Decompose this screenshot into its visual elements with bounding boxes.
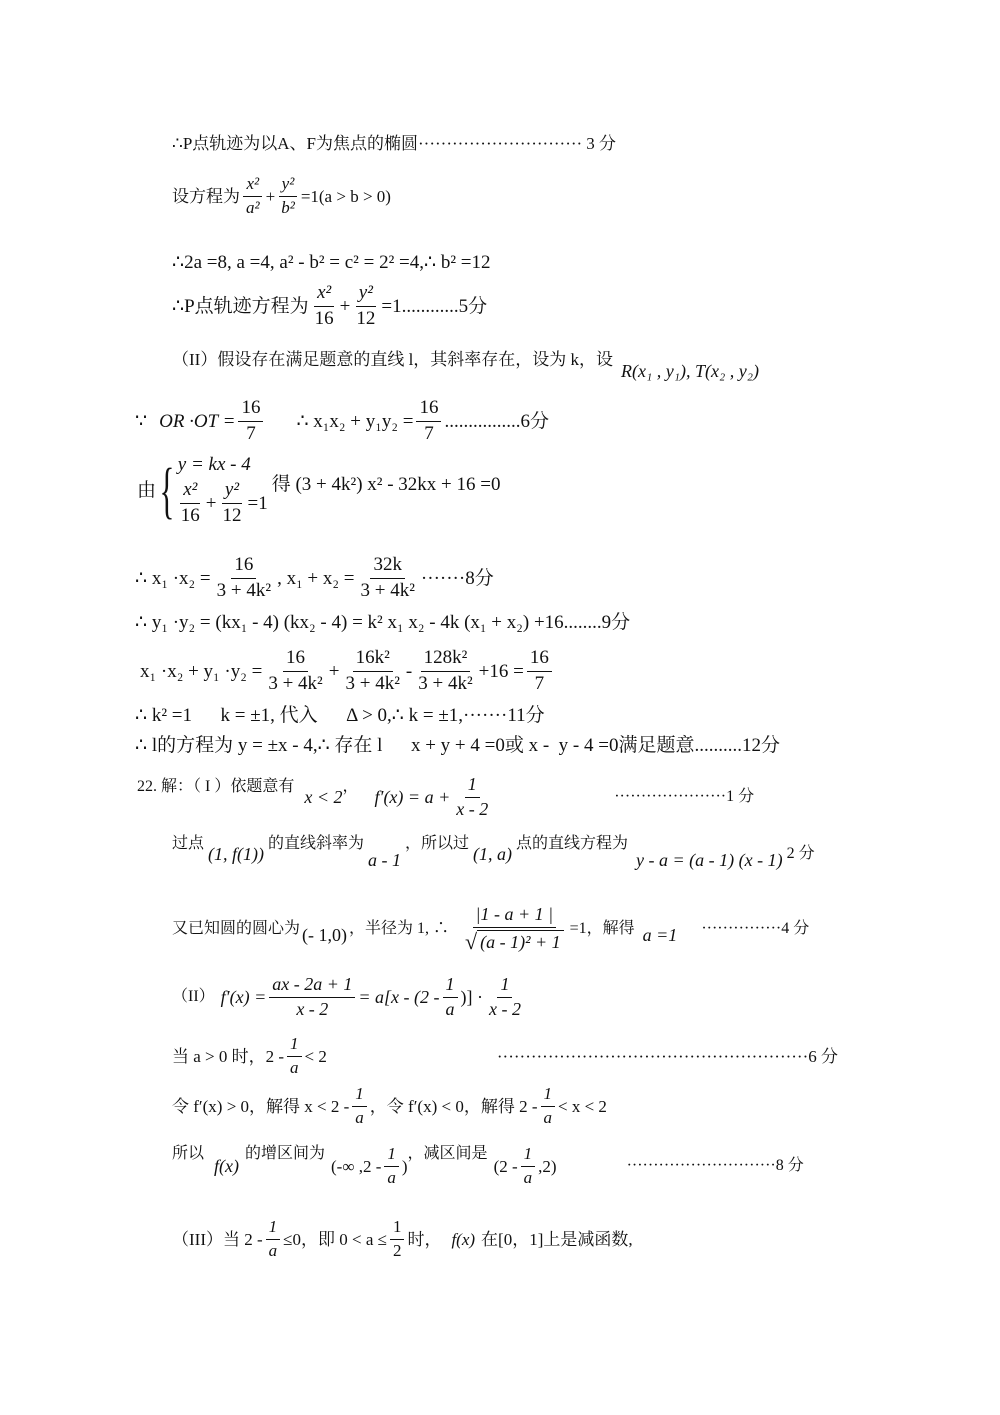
dot-leader: ................ xyxy=(444,410,521,432)
a-value: a =1 xyxy=(642,925,678,946)
decreasing-interval-close: ,2) xyxy=(538,1156,557,1176)
statement: ∴ y₁ ·y₂ = (kx₁ - 4) (kx₂ - 4) = k² x₁ x₂ - 4k (x₁ + x₂) +16 xyxy=(135,612,564,633)
statement: ∴ l的方程为 y = ±x - 4,∴ 存在 l x + y + 4 =0或 x - y - 4 =0满足题意 xyxy=(135,735,695,756)
fraction-1-over-a-b: $\frac{1}{a}$ xyxy=(541,1085,556,1127)
prefix: 设方程为 xyxy=(172,186,240,206)
point-1-a: (1, a) xyxy=(473,844,513,864)
plus-16-equals: +16 = xyxy=(478,660,524,682)
line-circle-distance xyxy=(172,905,809,954)
sqrt-expression: √ (a - 1)² + 1 xyxy=(462,928,567,954)
because-symbol: ∵ xyxy=(135,410,148,432)
slope: a - 1 xyxy=(368,850,402,870)
fraction-term2: $\frac{\text{16k²}}{\text{3 + 4k²}}$ xyxy=(345,647,400,694)
statement: ∴P点轨迹为以A、F为焦点的椭圆 xyxy=(172,134,419,153)
fraction-y2-12: $\frac{\text{y²}}{12}$ xyxy=(222,479,242,526)
plus-sign: + xyxy=(328,660,340,682)
dot-leader: ····················· xyxy=(614,788,727,806)
line-part2-assumption xyxy=(172,349,760,381)
suffix: =1(a > b > 0) xyxy=(300,186,391,206)
line-vieta xyxy=(135,555,494,602)
line-case-a-positive xyxy=(172,1035,838,1077)
lhs: x₁ ·x₂ + y₁ ·y₂ = xyxy=(140,660,263,682)
fraction-x2-a2: $\frac{\text{x²}}{\text{a²}}$ xyxy=(243,175,263,217)
linear-equation: y = kx - 4 xyxy=(177,454,251,475)
fraction-x2-16: $\frac{\text{x²}}{16}$ xyxy=(314,282,334,329)
fraction-term3: $\frac{\text{128k²}}{\text{3 + 4k²}}$ xyxy=(418,647,473,694)
closing-bracket: )] · xyxy=(460,987,483,1008)
product-roots: ∴ x₁ ·x₂ = xyxy=(135,567,211,589)
score-label: 8分 xyxy=(465,567,494,589)
fraction-1-over-x-2: $\frac{1}{x - 2}$ xyxy=(488,974,521,1019)
dot-leader: ······· xyxy=(463,705,508,726)
dot-leader: ··············· xyxy=(701,920,782,938)
score-label: 8 分 xyxy=(775,1157,804,1175)
text-3: 时， xyxy=(407,1229,442,1249)
text-3: ，减区间是 xyxy=(407,1145,488,1163)
fraction-term1: $\frac{16}{\text{3 + 4k²}}$ xyxy=(268,647,323,694)
score-label: 12分 xyxy=(741,735,780,756)
condition: 当 a > 0 时，2 - xyxy=(172,1046,285,1066)
text-2: ≤0，即 0 < a ≤ xyxy=(283,1229,387,1249)
point-coordinates: R(x₁ , y₁), T(x₂ , y₂) xyxy=(621,361,760,381)
quadratic-result: 得 (3 + 4k²) x² - 32kx + 16 =0 xyxy=(271,474,501,496)
dot-leader: ............ xyxy=(401,295,459,317)
lead-char: 由 xyxy=(137,480,157,502)
line-dot-product-expansion xyxy=(140,648,555,695)
line-monotonicity-solve xyxy=(172,1085,607,1127)
text-1: 所以 xyxy=(172,1145,205,1163)
circle-center: (- 1,0) xyxy=(302,925,347,946)
function-f: f(x) xyxy=(451,1229,476,1249)
part-label: （II） xyxy=(172,988,215,1006)
line-system-of-equations xyxy=(137,455,501,527)
inequality: < 2 xyxy=(304,1046,327,1066)
increasing-interval-close: ) xyxy=(401,1156,408,1176)
equals-one: =1 xyxy=(247,492,268,514)
increasing-interval-open: (-∞ ,2 - xyxy=(331,1156,382,1176)
line-y-product xyxy=(135,613,630,632)
domain-condition: x < 2 xyxy=(304,787,343,808)
fraction-derivative: $\frac{ax - 2a + 1}{x - 2}$ xyxy=(269,975,355,1020)
fraction-1-over-a: $\frac{1}{a}$ xyxy=(384,1145,399,1187)
fraction-1-over-x-2: $\frac{1}{x - 2}$ xyxy=(456,774,489,819)
fraction-16-7: $\frac{16}{7}$ xyxy=(238,398,263,445)
score-label: 11分 xyxy=(507,705,545,726)
line-parameters xyxy=(172,253,491,272)
system-body xyxy=(178,455,268,527)
dot-leader: ........ xyxy=(563,612,602,633)
separator: ， xyxy=(342,778,359,796)
fraction-1-over-a: $\frac{1}{a}$ xyxy=(287,1035,302,1077)
line-equation-setup xyxy=(172,175,391,217)
line-derivative-factored xyxy=(172,975,527,1020)
score-label: 1 分 xyxy=(726,788,755,806)
line-final-answer xyxy=(135,736,780,755)
dot-leader: ······· xyxy=(420,567,466,589)
dot-leader: .......... xyxy=(694,735,742,756)
radical-sign: √ xyxy=(465,928,478,954)
fraction-y2-b2: $\frac{\text{y²}}{\text{b²}}$ xyxy=(278,175,298,217)
line-ellipse-conclusion xyxy=(172,135,616,152)
middle-expression: ∴ x₁x₂ + y₁y₂ = xyxy=(296,410,414,432)
point-1-f1: (1, f(1)) xyxy=(208,844,264,864)
fraction-product: $\frac{16}{\text{3 + 4k²}}$ xyxy=(216,554,272,601)
derivative-lhs: f′(x) = xyxy=(220,987,267,1008)
vector-product: OR ·OT = xyxy=(159,410,236,432)
text-2: 的增区间为 xyxy=(245,1145,326,1163)
score-label: 5分 xyxy=(458,295,488,317)
minus-sign: - xyxy=(405,660,413,682)
text-1: 令 f′(x) > 0，解得 x < 2 - xyxy=(172,1096,350,1116)
text-2: ，半径为 1, ∴ xyxy=(349,920,450,938)
text-2: 的直线斜率为 xyxy=(268,835,365,852)
plus-sign: + xyxy=(265,186,276,206)
line-dot-product xyxy=(135,398,549,445)
score-label: 6 分 xyxy=(808,1046,839,1066)
sum-roots: , x₁ + x₂ = xyxy=(277,567,355,589)
line-locus-equation xyxy=(172,283,487,330)
text-1: （III）当 2 - xyxy=(172,1229,263,1249)
derivative: f′(x) = a + xyxy=(374,787,451,808)
fraction-x2-16: $\frac{\text{x²}}{16}$ xyxy=(180,479,200,526)
text-3: =1，解得 xyxy=(569,920,635,938)
plus-sign: + xyxy=(339,295,351,317)
fraction-16-7: $\frac{16}{7}$ xyxy=(527,648,552,695)
line-intervals xyxy=(172,1145,804,1187)
problem-header: 22. 解：（ I ）依题意有 xyxy=(137,778,295,796)
fraction-y2-12: $\frac{\text{y²}}{12}$ xyxy=(356,282,376,329)
fraction-1-over-a-b: $\frac{1}{a}$ xyxy=(521,1145,536,1187)
score-label: 9分 xyxy=(601,612,631,633)
fraction-1-over-2: $\frac{1}{2}$ xyxy=(390,1218,405,1260)
text-1: 又已知圆的圆心为 xyxy=(172,920,301,938)
fraction-1-over-a: $\frac{1}{a}$ xyxy=(352,1085,367,1127)
decreasing-interval-open: (2 - xyxy=(493,1156,518,1176)
statement: ∴2a =8, a =4, a² - b² = c² = 2² =4,∴ b² =12 xyxy=(172,252,491,273)
text-3: ，所以过 xyxy=(405,835,470,852)
line-tangent-line xyxy=(172,835,815,870)
left-brace: { xyxy=(159,456,175,525)
factored-part: = a[x - (2 - xyxy=(358,987,440,1008)
fraction-1-over-a: $\frac{1}{a}$ xyxy=(443,975,458,1020)
line-equation: y - a = (a - 1) (x - 1) xyxy=(636,850,783,870)
distance-fraction: |1 - a + 1 | √ (a - 1)² + 1 xyxy=(462,905,567,954)
line-k-solution xyxy=(135,706,545,725)
score-label: 2 分 xyxy=(786,845,815,862)
dot-leader: ····························· xyxy=(418,134,583,153)
fraction-16-7-b: $\frac{16}{7}$ xyxy=(416,398,441,445)
plus-sign: + xyxy=(205,492,217,514)
score-label: 3 分 xyxy=(586,134,616,153)
fraction-sum: $\frac{32k}{\text{3 + 4k²}}$ xyxy=(360,554,415,601)
suffix: =1 xyxy=(381,295,402,317)
statement: ∴ k² =1 k = ±1, 代入 Δ > 0,∴ k = ±1, xyxy=(135,705,464,726)
function-f: f(x) xyxy=(214,1156,239,1177)
text-3: < x < 2 xyxy=(558,1096,607,1116)
text-1: 过点 xyxy=(172,835,205,852)
statement: （II）假设存在满足题意的直线 l，其斜率存在，设为 k，设 xyxy=(172,349,614,369)
line-part3-case xyxy=(172,1218,633,1260)
prefix: ∴P点轨迹方程为 xyxy=(172,295,309,317)
ellipse-equation xyxy=(178,480,268,527)
text-4: 点的直线方程为 xyxy=(516,835,629,852)
line-problem22-start xyxy=(137,775,754,820)
dot-leader: ······················································· xyxy=(496,1046,809,1066)
score-label: 6分 xyxy=(520,410,549,432)
text-2: ，令 f′(x) < 0，解得 2 - xyxy=(369,1096,538,1116)
dot-leader: ···························· xyxy=(626,1157,776,1175)
text-4: 在[0，1]上是减函数, xyxy=(481,1229,633,1249)
score-label: 4 分 xyxy=(781,920,810,938)
fraction-1-over-a: $\frac{1}{a}$ xyxy=(266,1218,281,1260)
